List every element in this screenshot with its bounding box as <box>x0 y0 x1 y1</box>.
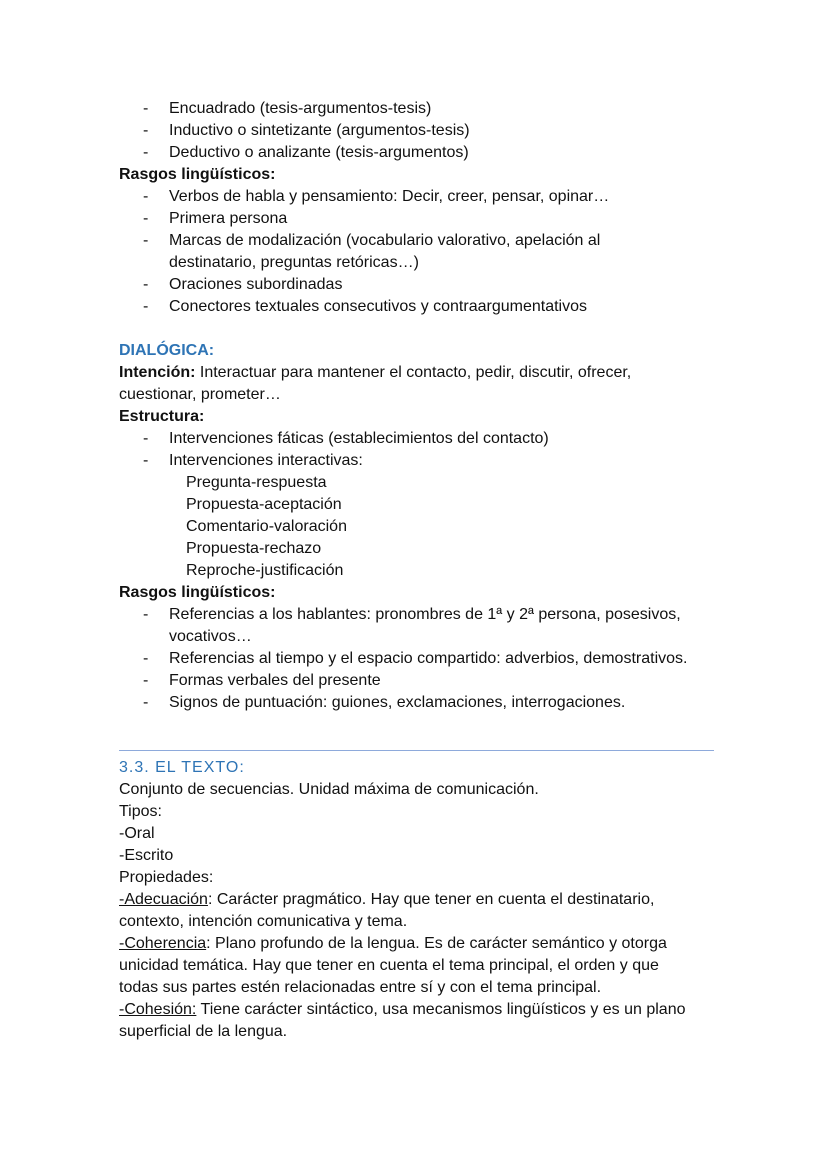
list-item-text: Oraciones subordinadas <box>169 276 343 293</box>
list-item <box>119 120 719 142</box>
list-item-text: Verbos de habla y pensamiento: Decir, creer, pensar, opinar… <box>169 188 610 205</box>
intencion-continuation: cuestionar, prometer… <box>119 386 281 403</box>
estructura-heading: Estructura: <box>119 408 205 425</box>
bullet-dash: - <box>143 100 149 117</box>
tipo-item: -Escrito <box>119 847 174 864</box>
bullet-dash: - <box>143 650 149 667</box>
adecuacion-text: : Carácter pragmático. Hay que tener en cuenta el destinatario, <box>207 891 655 908</box>
list-item-text: Intervenciones fáticas (establecimientos del contacto) <box>169 430 549 447</box>
adecuacion-line <box>119 889 719 911</box>
intencion-line <box>119 362 719 384</box>
propiedades-label: Propiedades: <box>119 869 214 886</box>
bullet-dash: - <box>143 298 149 315</box>
dialogica-heading: DIALÓGICA: <box>119 342 215 359</box>
list-item <box>119 450 719 472</box>
intencion-label: Intención: <box>119 364 196 381</box>
list-item <box>119 274 719 296</box>
tipos-label: Tipos: <box>119 803 162 820</box>
list-item-text: Deductivo o analizante (tesis-argumentos) <box>169 144 469 161</box>
rasgos-heading: Rasgos lingüísticos: <box>119 166 276 183</box>
bullet-dash: - <box>143 144 149 161</box>
sub-item: Reproche-justificación <box>186 562 344 579</box>
list-item-continuation: destinatario, preguntas retóricas…) <box>169 254 419 271</box>
rasgos-heading: Rasgos lingüísticos: <box>119 584 276 601</box>
coherencia-text: : Plano profundo de la lengua. Es de carácter semántico y otorga <box>206 935 667 952</box>
list-item-text: Conectores textuales consecutivos y contraargumentativos <box>169 298 587 315</box>
list-item <box>119 428 719 450</box>
cohesion-text: Tiene carácter sintáctico, usa mecanismos lingüísticos y es un plano <box>196 1001 686 1018</box>
page-content <box>119 98 719 1043</box>
list-item <box>119 648 719 670</box>
list-item-continuation: vocativos… <box>169 628 252 645</box>
list-item <box>119 604 719 626</box>
list-item <box>119 692 719 714</box>
section-divider <box>119 750 714 751</box>
tipo-item: -Oral <box>119 825 155 842</box>
bullet-dash: - <box>143 452 149 469</box>
list-item-text: Formas verbales del presente <box>169 672 381 689</box>
sub-item: Propuesta-rechazo <box>186 540 322 557</box>
list-item <box>119 208 719 230</box>
list-item <box>119 186 719 208</box>
bullet-dash: - <box>143 430 149 447</box>
adecuacion-term: -Adecuación <box>119 891 208 908</box>
bullet-dash: - <box>143 276 149 293</box>
texto-definition: Conjunto de secuencias. Unidad máxima de comunicación. <box>119 781 539 798</box>
spacer <box>119 318 719 340</box>
bullet-dash: - <box>143 210 149 227</box>
sub-item: Propuesta-aceptación <box>186 496 342 513</box>
list-item-text: Marcas de modalización (vocabulario valorativo, apelación al <box>169 232 601 249</box>
section-title: 3.3. EL TEXTO: <box>119 759 245 776</box>
adecuacion-continuation: contexto, intención comunicativa y tema. <box>119 913 408 930</box>
list-item <box>119 670 719 692</box>
bullet-dash: - <box>143 606 149 623</box>
cohesion-line <box>119 999 719 1021</box>
sub-item: Pregunta-respuesta <box>186 474 327 491</box>
bullet-dash: - <box>143 232 149 249</box>
list-item-text: Referencias al tiempo y el espacio compartido: adverbios, demostrativos. <box>169 650 688 667</box>
bullet-dash: - <box>143 188 149 205</box>
list-item-text: Referencias a los hablantes: pronombres de 1ª y 2ª persona, posesivos, <box>169 606 681 623</box>
coherencia-continuation: todas sus partes estén relacionadas entre sí y con el tema principal. <box>119 979 602 996</box>
sub-item: Comentario-valoración <box>186 518 347 535</box>
list-item <box>119 296 719 318</box>
list-item-text: Encuadrado (tesis-argumentos-tesis) <box>169 100 432 117</box>
coherencia-line <box>119 933 719 955</box>
cohesion-continuation: superficial de la lengua. <box>119 1023 288 1040</box>
list-item <box>119 98 719 120</box>
list-item <box>119 142 719 164</box>
intencion-text: Interactuar para mantener el contacto, pedir, discutir, ofrecer, <box>195 364 632 381</box>
bullet-dash: - <box>143 694 149 711</box>
bullet-dash: - <box>143 672 149 689</box>
list-item-text: Inductivo o sintetizante (argumentos-tesis) <box>169 122 470 139</box>
coherencia-term: -Coherencia <box>119 935 207 952</box>
bullet-dash: - <box>143 122 149 139</box>
coherencia-continuation: unicidad temática. Hay que tener en cuenta el tema principal, el orden y que <box>119 957 659 974</box>
list-item-text: Primera persona <box>169 210 288 227</box>
spacer <box>119 714 719 736</box>
list-item <box>119 230 719 252</box>
list-item-text: Signos de puntuación: guiones, exclamaciones, interrogaciones. <box>169 694 626 711</box>
cohesion-term: -Cohesión: <box>119 1001 197 1018</box>
list-item-text: Intervenciones interactivas: <box>169 452 363 469</box>
